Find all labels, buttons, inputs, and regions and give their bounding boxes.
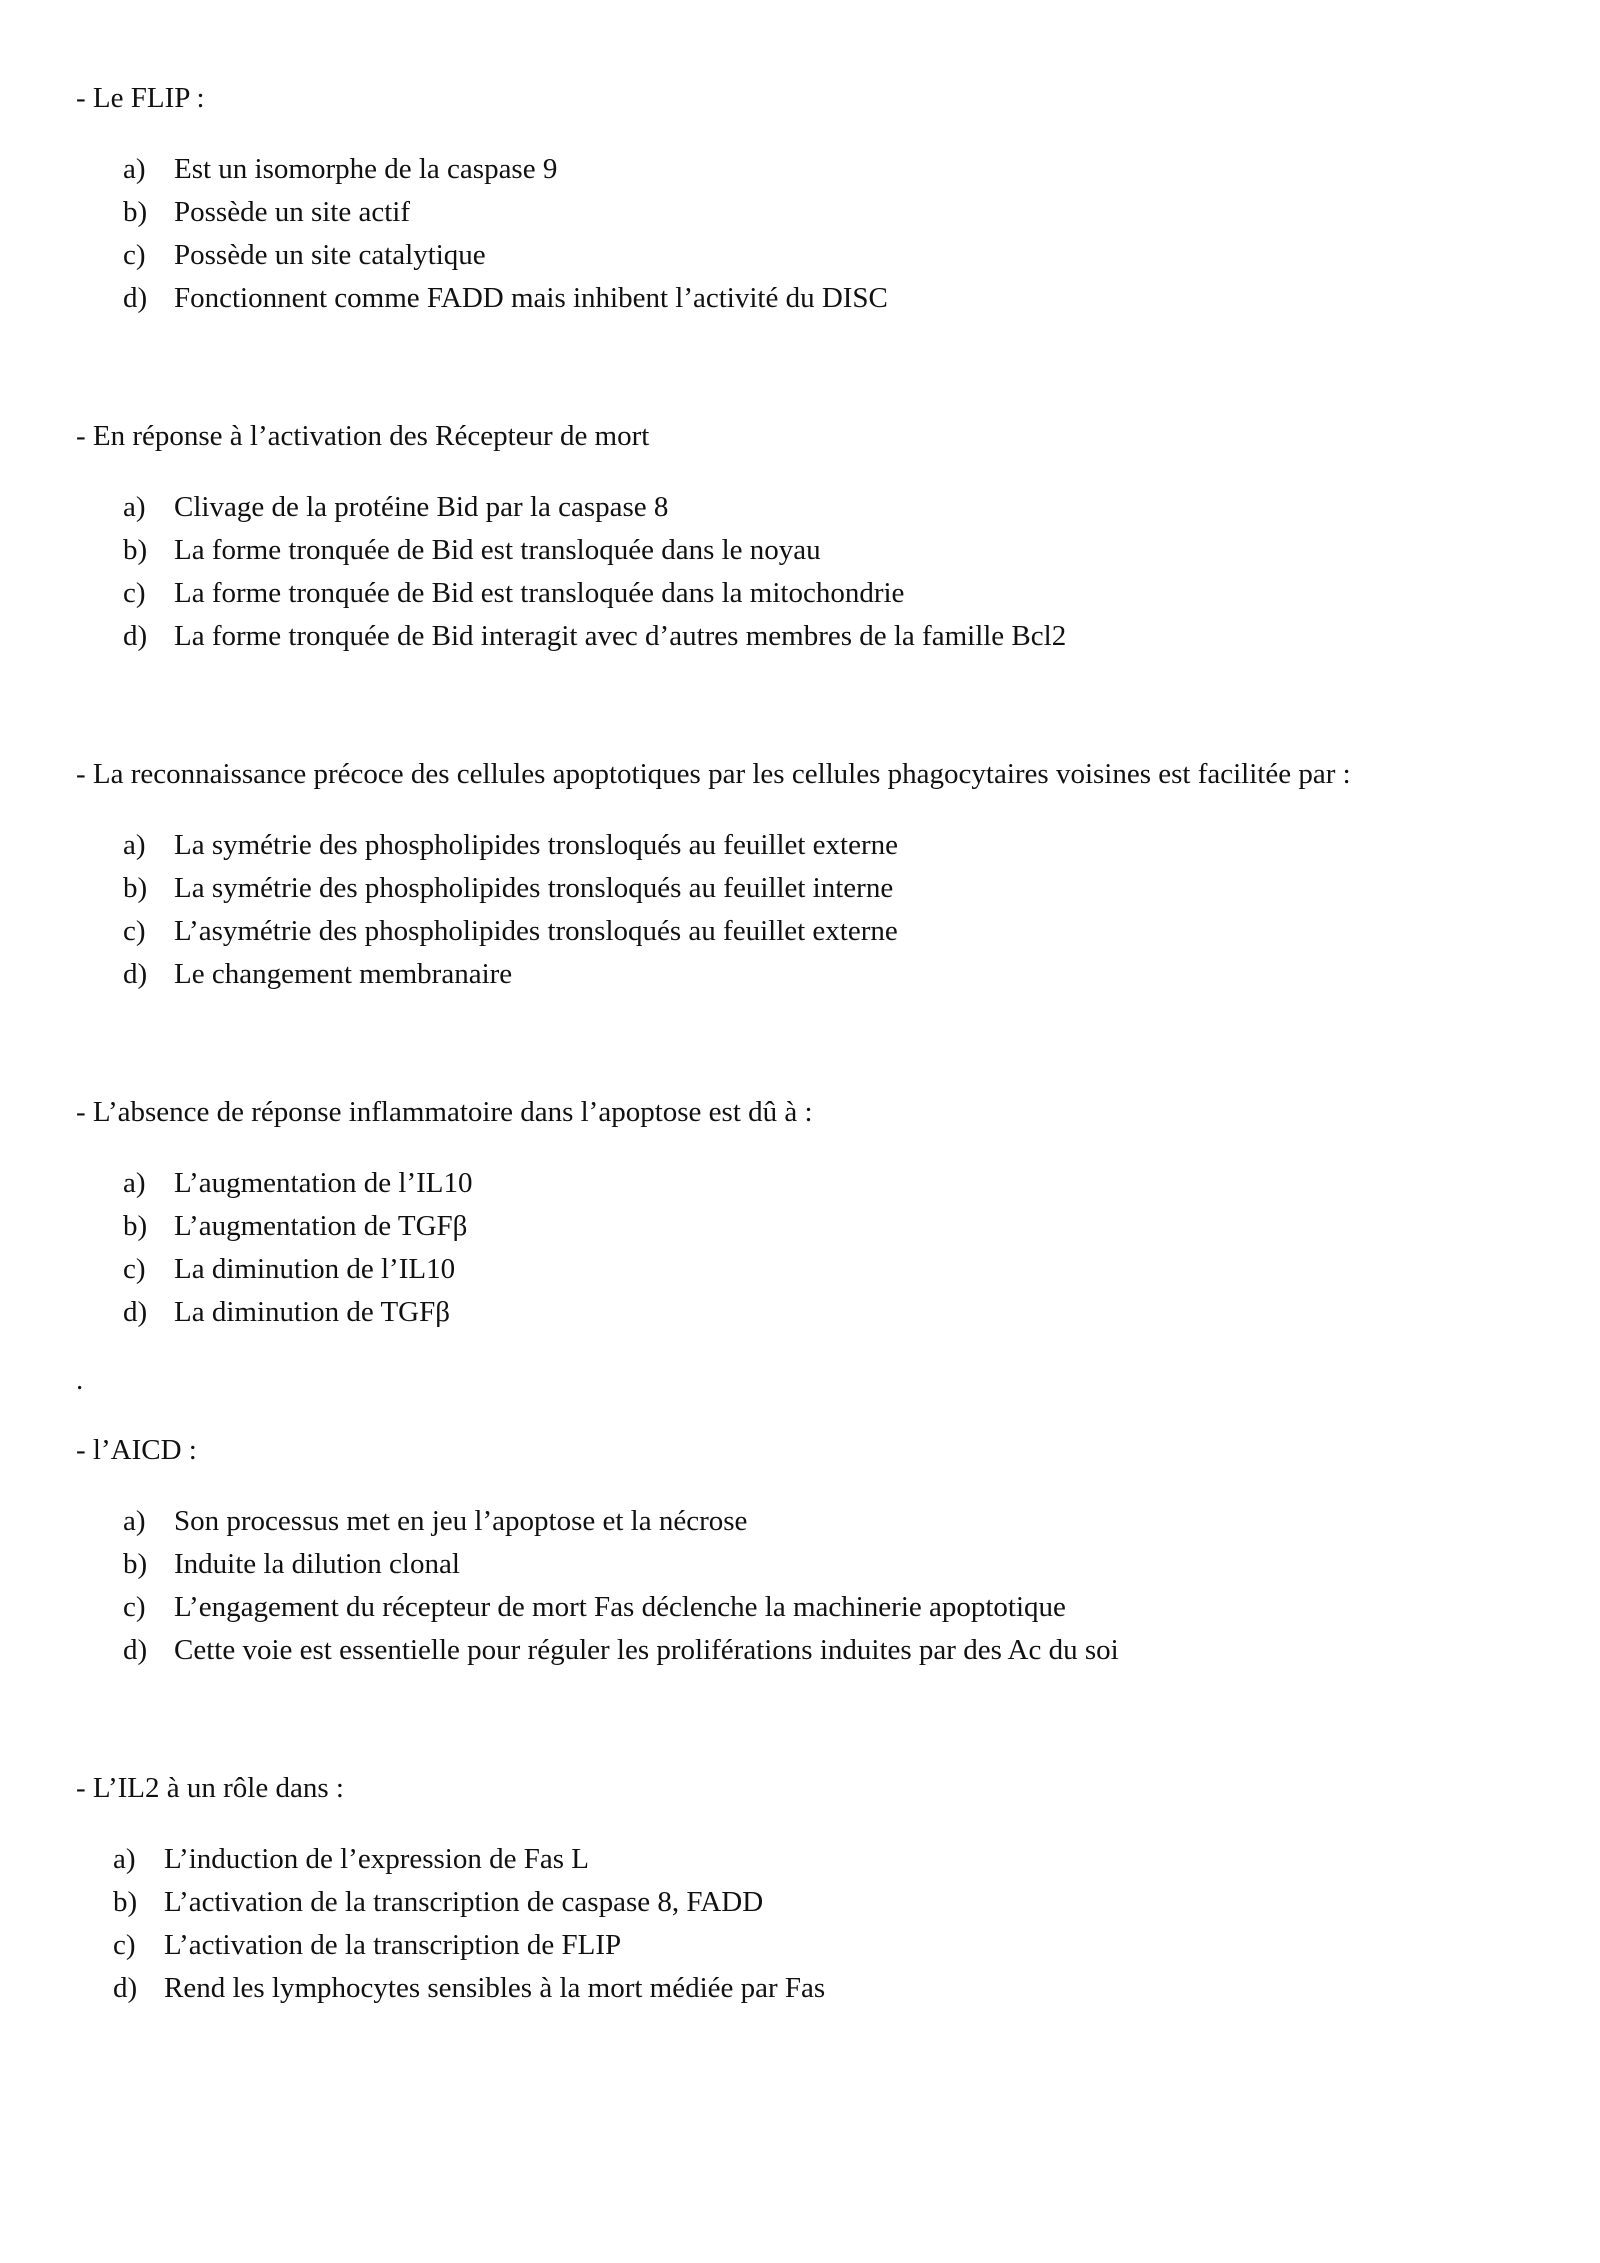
question-title: - l’AICD : xyxy=(76,1434,197,1466)
question-recognition xyxy=(76,756,1556,996)
option-b xyxy=(76,1881,1556,1924)
option-letter: c) xyxy=(123,915,146,947)
option-letter: d) xyxy=(123,282,148,314)
question-title: - L’IL2 à un rôle dans : xyxy=(76,1772,344,1804)
option-text: La symétrie des phospholipides tronsloqués au feuillet interne xyxy=(174,872,894,904)
option-a xyxy=(76,1162,1556,1205)
option-d xyxy=(76,1291,1556,1334)
option-text: Induite la dilution clonal xyxy=(174,1548,460,1580)
option-text: Possède un site catalytique xyxy=(174,239,486,271)
option-c xyxy=(76,234,1556,277)
option-d xyxy=(76,1967,1556,2010)
option-d xyxy=(76,953,1556,996)
option-text: Cette voie est essentielle pour réguler les proliférations induites par des Ac du soi xyxy=(174,1634,1119,1666)
option-text: L’asymétrie des phospholipides tronsloqués au feuillet externe xyxy=(174,915,898,947)
option-text: La forme tronquée de Bid est transloquée dans le noyau xyxy=(174,534,821,566)
option-text: La forme tronquée de Bid est transloquée dans la mitochondrie xyxy=(174,577,905,609)
question-il2 xyxy=(76,1770,1556,2010)
option-text: L’engagement du récepteur de mort Fas déclenche la machinerie apoptotique xyxy=(174,1591,1066,1623)
question-flip xyxy=(76,80,1556,320)
option-d xyxy=(76,277,1556,320)
option-text: Le changement membranaire xyxy=(174,958,513,990)
question-inflammation xyxy=(76,1094,1556,1334)
option-text: L’augmentation de TGFβ xyxy=(174,1210,468,1242)
question-aicd xyxy=(76,1432,1556,1672)
question-title: - Le FLIP : xyxy=(76,82,205,114)
option-text: Rend les lymphocytes sensibles à la mort médiée par Fas xyxy=(164,1972,826,2004)
option-a xyxy=(76,1500,1556,1543)
option-list xyxy=(76,1500,1556,1672)
option-text: La diminution de TGFβ xyxy=(174,1296,451,1328)
option-b xyxy=(76,1543,1556,1586)
option-text: L’activation de la transcription de caspase 8, FADD xyxy=(164,1886,764,1918)
option-letter: b) xyxy=(123,1210,148,1242)
option-letter: b) xyxy=(123,1548,148,1580)
option-b xyxy=(76,867,1556,910)
option-b xyxy=(76,529,1556,572)
option-text: L’activation de la transcription de FLIP xyxy=(164,1929,622,1961)
option-letter: a) xyxy=(123,1505,146,1537)
option-letter: d) xyxy=(113,1972,138,2004)
option-text: La symétrie des phospholipides tronsloqués au feuillet externe xyxy=(174,829,899,861)
option-letter: c) xyxy=(123,577,146,609)
option-text: Son processus met en jeu l’apoptose et la nécrose xyxy=(174,1505,748,1537)
option-text: Est un isomorphe de la caspase 9 xyxy=(174,153,558,185)
option-text: La diminution de l’IL10 xyxy=(174,1253,456,1285)
option-list xyxy=(76,1838,1556,2010)
question-title: - L’absence de réponse inflammatoire dans l’apoptose est dû à : xyxy=(76,1096,813,1128)
option-letter: b) xyxy=(123,196,148,228)
option-letter: a) xyxy=(123,491,146,523)
option-letter: d) xyxy=(123,620,148,652)
option-letter: a) xyxy=(113,1843,136,1875)
option-a xyxy=(76,148,1556,191)
question-title: - En réponse à l’activation des Récepteur de mort xyxy=(76,420,650,452)
option-list xyxy=(76,1162,1556,1334)
option-list xyxy=(76,148,1556,320)
option-b xyxy=(76,1205,1556,1248)
option-text: La forme tronquée de Bid interagit avec d’autres membres de la famille Bcl2 xyxy=(174,620,1067,652)
option-c xyxy=(76,910,1556,953)
option-a xyxy=(76,1838,1556,1881)
option-letter: a) xyxy=(123,153,146,185)
option-letter: a) xyxy=(123,1167,146,1199)
option-b xyxy=(76,191,1556,234)
option-letter: c) xyxy=(113,1929,136,1961)
option-letter: d) xyxy=(123,1296,148,1328)
option-letter: b) xyxy=(123,872,148,904)
option-text: Fonctionnent comme FADD mais inhibent l’activité du DISC xyxy=(174,282,888,314)
option-letter: c) xyxy=(123,239,146,271)
option-d xyxy=(76,1629,1556,1672)
stray-period: . xyxy=(76,1364,84,1396)
option-letter: a) xyxy=(123,829,146,861)
question-title: - La reconnaissance précoce des cellules apoptotiques par les cellules phagocytaires voisines est facilitée par : xyxy=(76,758,1351,790)
option-a xyxy=(76,486,1556,529)
option-letter: d) xyxy=(123,958,148,990)
option-letter: b) xyxy=(113,1886,138,1918)
option-a xyxy=(76,824,1556,867)
option-c xyxy=(76,1248,1556,1291)
option-letter: c) xyxy=(123,1591,146,1623)
option-c xyxy=(76,572,1556,615)
option-list xyxy=(76,486,1556,658)
option-text: L’augmentation de l’IL10 xyxy=(174,1167,473,1199)
option-letter: c) xyxy=(123,1253,146,1285)
question-death-receptor xyxy=(76,418,1556,658)
option-letter: b) xyxy=(123,534,148,566)
option-text: L’induction de l’expression de Fas L xyxy=(164,1843,589,1875)
option-list xyxy=(76,824,1556,996)
option-c xyxy=(76,1924,1556,1967)
option-text: Possède un site actif xyxy=(174,196,410,228)
option-c xyxy=(76,1586,1556,1629)
option-text: Clivage de la protéine Bid par la caspase 8 xyxy=(174,491,669,523)
option-letter: d) xyxy=(123,1634,148,1666)
option-d xyxy=(76,615,1556,658)
